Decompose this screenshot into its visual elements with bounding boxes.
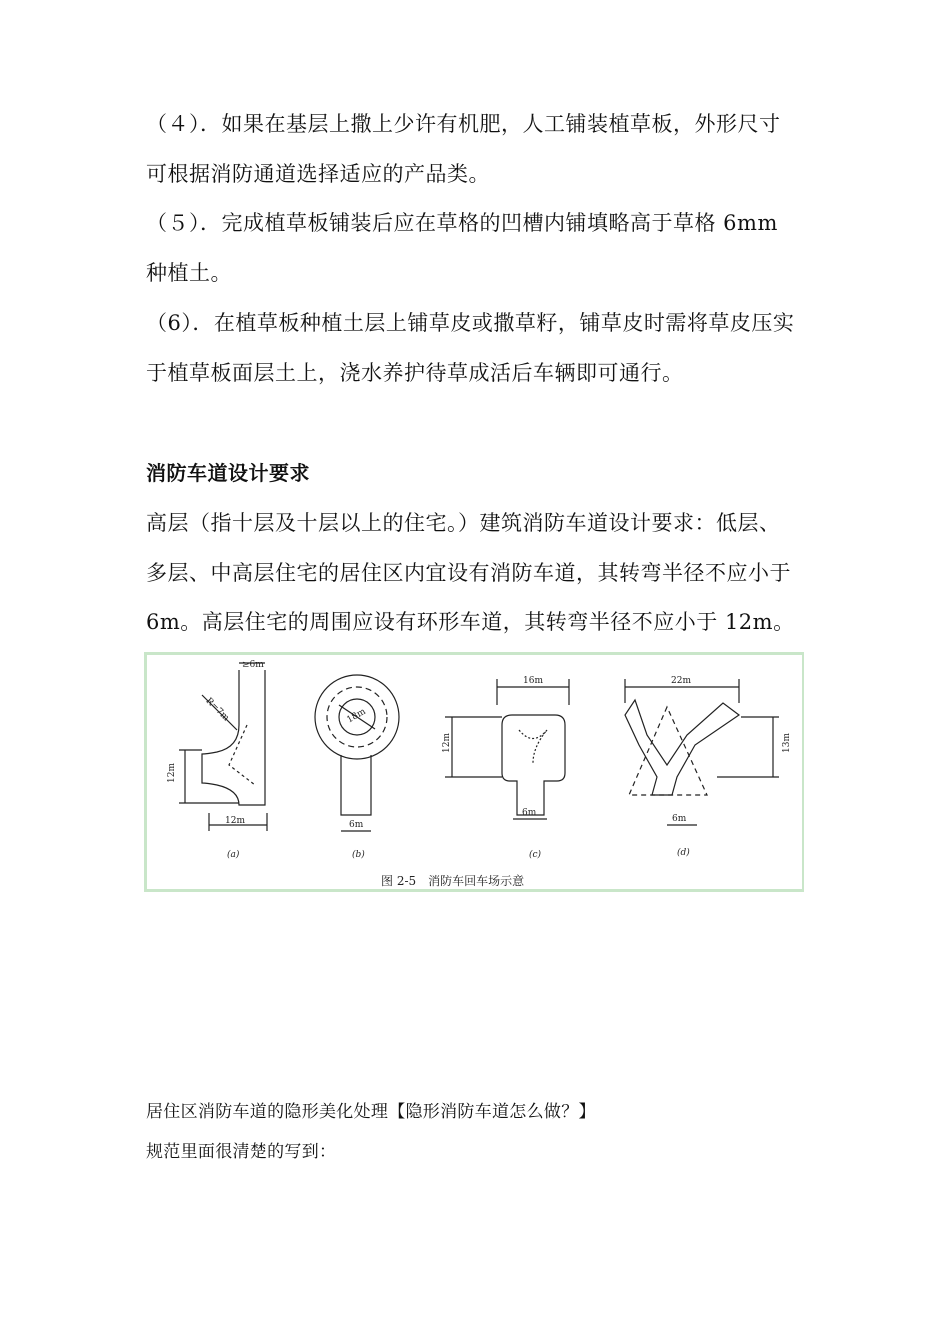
label-c-width-top: 16m	[523, 676, 543, 686]
diagram-d	[625, 679, 779, 825]
footer-line-2: 规范里面很清楚的写到：	[146, 1142, 337, 1162]
label-a: (a)	[227, 850, 240, 860]
section-line-1: 高层（指十层及十层以上的住宅。）建筑消防车道设计要求：低层、	[146, 511, 781, 535]
label-a-width-top: ≥6m	[242, 660, 264, 670]
diagram-b	[315, 675, 399, 831]
section-heading: 消防车道设计要求	[146, 461, 310, 485]
label-a-width-bottom: 12m	[225, 816, 245, 826]
label-c-height: 12m	[442, 733, 452, 753]
figure-caption: 图 2-5 消防车回车场示意	[381, 874, 525, 888]
label-d-width-top: 22m	[671, 676, 691, 686]
label-b-width-bottom: 6m	[349, 820, 364, 830]
footer-line-1: 居住区消防车道的隐形美化处理【隐形消防车道怎么做？】	[146, 1102, 596, 1122]
label-b-diameter: 18m	[345, 706, 368, 726]
label-b: (b)	[352, 850, 365, 860]
label-c-width-bottom: 6m	[522, 808, 537, 818]
label-d: (d)	[677, 848, 690, 858]
paragraph-6-line-1: （6）．在植草板种植土层上铺草皮或撒草籽，铺草皮时需将草皮压实	[146, 311, 795, 335]
paragraph-5-line-1: （５）．完成植草板铺装后应在草格的凹槽内铺填略高于草格 6mm	[146, 211, 778, 235]
paragraph-5-line-2: 种植土。	[146, 261, 232, 285]
section-line-3: 6m。高层住宅的周围应设有环形车道，其转弯半径不应小于 12m。	[146, 610, 795, 634]
diagram-c	[445, 679, 569, 819]
label-a-height: 12m	[167, 763, 177, 783]
turnaround-diagram	[147, 655, 802, 889]
paragraph-4-line-2: 可根据消防通道选择适应的产品类。	[146, 162, 490, 186]
label-d-height: 13m	[782, 733, 792, 753]
paragraph-6-line-2: 于植草板面层土上，浇水养护待草成活后车辆即可通行。	[146, 361, 684, 385]
label-a-radius: R=7m	[203, 696, 231, 724]
section-line-2: 多层、中高层住宅的居住区内宜设有消防车道，其转弯半径不应小于	[146, 561, 791, 585]
fire-truck-turnaround-figure	[144, 652, 804, 892]
label-c: (c)	[529, 850, 542, 860]
diagram-a	[179, 663, 267, 831]
paragraph-4-line-1: （４）．如果在基层上撒上少许有机肥，人工铺装植草板，外形尺寸	[146, 112, 781, 136]
label-d-width-bottom: 6m	[672, 814, 687, 824]
